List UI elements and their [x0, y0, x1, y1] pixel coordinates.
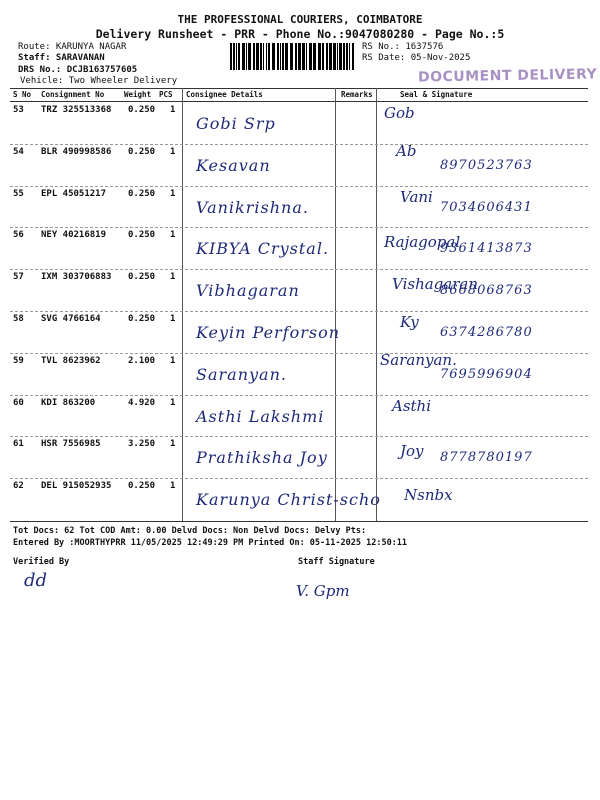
table-bottom-border: [10, 521, 588, 522]
rs-date: RS Date: 05-Nov-2025: [362, 53, 471, 63]
barcode-bar: [242, 43, 245, 70]
barcode-bar: [306, 43, 307, 70]
row-divider: [10, 144, 588, 145]
receiver-signature: Asthi: [392, 396, 432, 415]
consignment-number: KDI 863200: [41, 397, 96, 408]
consignee-name: Karunya Christ-scho: [196, 490, 381, 510]
receiver-signature: Vishagaran: [392, 275, 478, 294]
receiver-signature: Rajagopal: [384, 233, 461, 252]
weight-value: 3.250: [128, 439, 156, 450]
barcode-bar: [238, 43, 240, 70]
runsheet-subtitle: Delivery Runsheet - PRR - Phone No.:9047080280 - Page No.:5: [95, 27, 505, 41]
serial-number: 58: [13, 314, 24, 324]
receiver-signature: Nsnbx: [404, 486, 453, 505]
barcode-bar: [349, 43, 350, 70]
consignee-name: Saranyan.: [196, 364, 287, 384]
entered-by-line: Entered By :MOORTHYPRR 11/05/2025 12:49:29 PM Printed On: 05-11-2025 12:50:11: [13, 538, 408, 548]
barcode-bar: [256, 43, 259, 70]
weight-value: 4.920: [128, 397, 156, 408]
weight-value: 0.250: [128, 481, 156, 492]
staff-signature-label: Staff Signature: [298, 557, 375, 567]
row-divider: [10, 186, 588, 187]
receiver-phone: 9361413873: [440, 241, 533, 257]
barcode-bar: [329, 43, 332, 70]
barcode-bar: [298, 43, 301, 70]
barcode-bar: [248, 43, 251, 70]
barcode-bar: [326, 43, 328, 70]
pieces-count: 1: [170, 272, 176, 283]
barcode-bar: [352, 43, 354, 70]
col-sno-header: S No: [13, 90, 32, 99]
consignee-name: Asthi Lakshmi: [196, 406, 325, 426]
serial-number: 62: [13, 481, 24, 492]
barcode-bar: [339, 43, 342, 70]
column-divider: [376, 88, 377, 521]
barcode-bar: [309, 43, 312, 70]
pieces-count: 1: [170, 397, 176, 408]
barcode-bar: [253, 43, 255, 70]
serial-number: 59: [13, 355, 24, 366]
receiver-signature: Ky: [400, 313, 419, 331]
barcode-bar: [295, 43, 297, 70]
serial-number: 57: [13, 272, 24, 283]
col-remarks-header: Remarks: [341, 90, 373, 99]
col-seal-header: Seal & Signature: [400, 90, 473, 99]
serial-number: 54: [13, 146, 24, 157]
barcode-image: [230, 43, 356, 70]
row-divider: [10, 436, 588, 437]
consignee-name: Vanikrishna.: [196, 197, 309, 217]
table-header-border: [10, 101, 588, 102]
receiver-signature: Joy: [400, 442, 424, 461]
barcode-bar: [260, 43, 262, 70]
barcode-bar: [263, 43, 264, 70]
receiver-phone: 8970523763: [440, 157, 533, 173]
serial-number: 53: [13, 105, 24, 115]
receiver-phone: 7695996904: [440, 366, 533, 382]
pieces-count: 1: [170, 314, 176, 324]
consignment-number: SVG 4766164: [41, 314, 101, 324]
pieces-count: 1: [170, 146, 176, 157]
col-pcs-header: PCS: [159, 90, 173, 99]
vehicle-label: Vehicle: Two Wheeler Delivery: [20, 76, 178, 86]
row-divider: [10, 478, 588, 479]
receiver-signature: Ab: [396, 141, 417, 160]
verified-signature: dd: [24, 570, 48, 591]
row-divider: [10, 227, 588, 228]
consignment-number: BLR 490998586: [41, 146, 112, 157]
totals-line: Tot Docs: 62 Tot COD Amt: 0.00 Delvd Docs: Non Delvd Docs: Delvy Pts:: [13, 526, 367, 536]
column-divider: [335, 88, 336, 521]
barcode-bar: [272, 43, 275, 70]
receiver-phone: 8778780197: [440, 450, 533, 466]
staff-label: Staff: SARAVANAN: [18, 53, 105, 63]
col-consignment-header: Consignment No: [41, 90, 105, 99]
barcode-bar: [337, 43, 338, 70]
weight-value: 0.250: [128, 230, 156, 241]
col-weight-header: Weight: [124, 90, 152, 99]
barcode-bar: [333, 43, 336, 70]
pieces-count: 1: [170, 355, 176, 366]
weight-value: 0.250: [128, 146, 156, 157]
weight-value: 2.100: [128, 355, 156, 366]
consignee-name: Keyin Perforson: [196, 323, 341, 342]
rs-number: RS No.: 1637576: [362, 42, 444, 52]
pieces-count: 1: [170, 481, 176, 492]
document-delivery-stamp: DOCUMENT DELIVERY: [417, 66, 598, 86]
barcode-bar: [285, 43, 288, 70]
pieces-count: 1: [170, 439, 176, 450]
receiver-phone: 6374286780: [440, 325, 533, 340]
receiver-phone: 7034606431: [440, 199, 533, 215]
receiver-signature: Saranyan.: [380, 350, 457, 369]
consignment-number: HSR 7556985: [41, 439, 101, 450]
serial-number: 60: [13, 397, 24, 408]
row-divider: [10, 353, 588, 354]
weight-value: 0.250: [128, 272, 156, 283]
column-divider: [182, 88, 183, 521]
barcode-bar: [282, 43, 284, 70]
col-consignee-header: Consignee Details: [186, 90, 263, 99]
pieces-count: 1: [170, 230, 176, 241]
receiver-signature: Vani: [400, 187, 433, 206]
serial-number: 55: [13, 188, 24, 199]
barcode-bar: [246, 43, 247, 70]
route-label: Route: KARUNYA NAGAR: [18, 42, 127, 52]
barcode-bar: [230, 43, 232, 70]
consignment-number: TVL 8623962: [41, 355, 101, 366]
receiver-phone: 8668068763: [440, 283, 533, 299]
barcode-bar: [280, 43, 281, 70]
barcode-bar: [322, 43, 324, 70]
consignment-number: EPL 45051217: [41, 188, 107, 199]
barcode-bar: [318, 43, 321, 70]
row-divider: [10, 269, 588, 270]
consignment-number: IXM 303706883: [41, 272, 112, 283]
pieces-count: 1: [170, 105, 176, 115]
barcode-bar: [277, 43, 279, 70]
receiver-signature: Gob: [384, 104, 415, 122]
verified-by-label: Verified By: [13, 557, 70, 567]
table-top-border: [10, 88, 588, 89]
row-divider: [10, 311, 588, 312]
serial-number: 56: [13, 230, 24, 241]
barcode-bar: [236, 43, 237, 70]
barcode-bar: [290, 43, 293, 70]
barcode-bar: [343, 43, 345, 70]
consignment-number: NEY 40216819: [41, 230, 107, 241]
barcode-bar: [302, 43, 305, 70]
barcode-bar: [313, 43, 316, 70]
weight-value: 0.250: [128, 314, 156, 324]
consignment-number: TRZ 325513368: [41, 105, 112, 115]
consignee-name: Vibhagaran: [196, 281, 300, 301]
consignee-name: KIBYA Crystal.: [196, 239, 330, 259]
row-divider: [10, 395, 588, 396]
staff-signature: V. Gpm: [296, 582, 350, 600]
barcode-bar: [266, 43, 267, 70]
barcode-bar: [233, 43, 235, 70]
consignee-name: Prathiksha Joy: [196, 448, 328, 468]
consignee-name: Kesavan: [196, 155, 271, 175]
consignment-number: DEL 915052935: [41, 481, 112, 492]
consignee-name: Gobi Srp: [196, 114, 276, 133]
drs-number: DRS No.: DCJB163757605: [18, 65, 138, 75]
pieces-count: 1: [170, 188, 176, 199]
weight-value: 0.250: [128, 105, 156, 115]
serial-number: 61: [13, 439, 24, 450]
barcode-bar: [268, 43, 270, 70]
company-title: THE PROFESSIONAL COURIERS, COIMBATORE: [177, 13, 423, 26]
barcode-bar: [346, 43, 348, 70]
weight-value: 0.250: [128, 188, 156, 199]
